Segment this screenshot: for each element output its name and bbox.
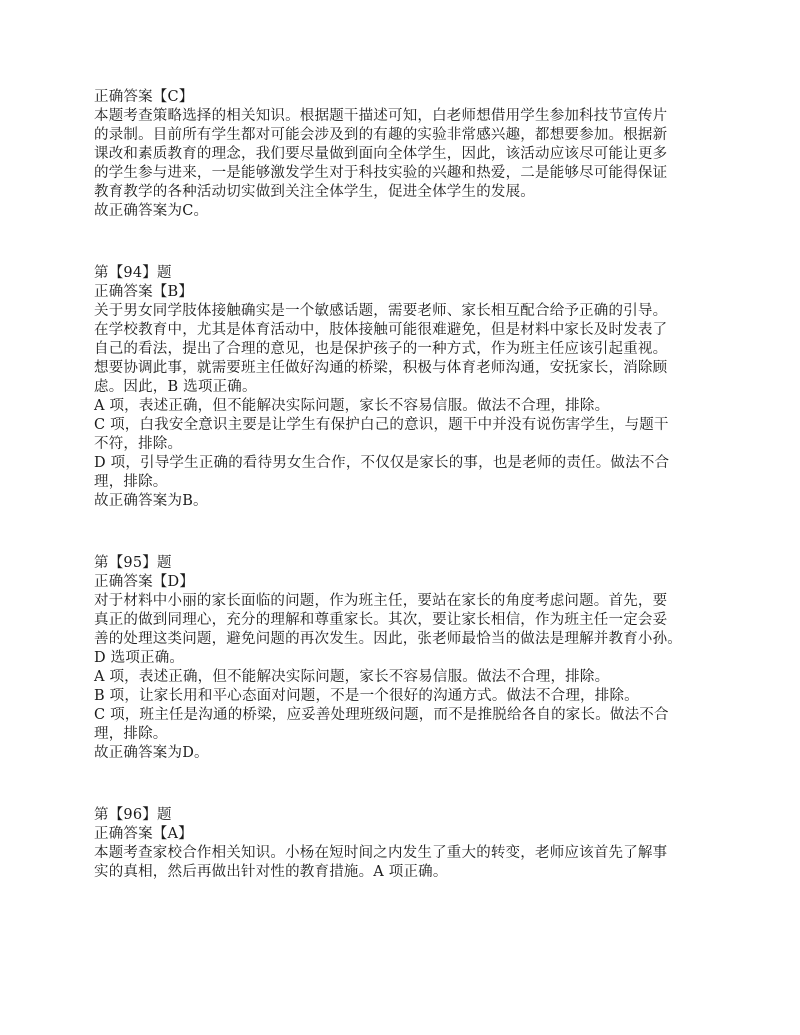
explanation-line: 自己的看法，提出了合理的意见，也是保护孩子的一种方式，作为班主任应该引起重视。: [94, 341, 668, 357]
explanation-line: 对于材料中小丽的家长面临的问题，作为班主任，要站在家长的角度考虑问题。首先，要: [94, 593, 668, 609]
option-analysis-line: 理，排除。: [94, 474, 168, 490]
explanation-line: 在学校教育中，尤其是体育活动中，肢体接触可能很难避免，但是材料中家长及时发表了: [94, 322, 668, 338]
answer-section: [94, 88, 714, 221]
conclusion-line: 故正确答案为B。: [94, 493, 208, 509]
question-heading: 第【94】题: [94, 265, 172, 281]
question-section-96: [94, 806, 714, 882]
explanation-line: 实的真相，然后再做出针对性的教育措施。A 项正确。: [94, 864, 448, 880]
explanation-line: 虑。因此，B 选项正确。: [94, 379, 257, 395]
explanation-line: 的学生参与进来，一是能够激发学生对于科技实验的兴趣和热爱，二是能够尽可能得保证: [94, 165, 668, 181]
option-analysis-line: C 项，班主任是沟通的桥梁，应妥善处理班级问题，而不是推脱给各自的家长。做法不合: [94, 707, 669, 723]
explanation-line: 本题考查策略选择的相关知识。根据题干描述可知，白老师想借用学生参加科技节宣传片: [94, 108, 668, 124]
explanation-line: 的录制。目前所有学生都对可能会涉及到的有趣的实验非常感兴趣，都想要参加。根据新: [94, 127, 668, 143]
explanation-line: 真正的做到同理心，充分的理解和尊重家长。其次，要让家长相信，作为班主任一定会妥: [94, 612, 668, 628]
option-analysis-line: C 项，白我安全意识主要是让学生有保护白己的意识，题干中并没有说伤害学生，与题干: [94, 417, 669, 433]
question-section-94: [94, 264, 714, 511]
answer-label: 正确答案【B】: [94, 284, 194, 300]
explanation-line: 关于男女同学肢体接触确实是一个敏感话题，需要老师、家长相互配合给予正确的引导。: [94, 303, 668, 319]
explanation-line: 想要协调此事，就需要班主任做好沟通的桥梁，积极与体育老师沟通，安抚家长，消除顾: [94, 360, 668, 376]
option-analysis-line: 理，排除。: [94, 726, 168, 742]
option-analysis-line: D 项，引导学生正确的看待男女生合作，不仅仅是家长的事，也是老师的责任。做法不合: [94, 455, 670, 471]
explanation-line: 本题考查家校合作相关知识。小杨在短时间之内发生了重大的转变，老师应该首先了解事: [94, 845, 668, 861]
explanation-line: 课改和素质教育的理念，我们要尽量做到面向全体学生，因此，该活动应该尽可能让更多: [94, 146, 668, 162]
question-heading: 第【95】题: [94, 555, 172, 571]
option-analysis-line: A 项，表述正确，但不能解决实际问题，家长不容易信服。做法不合理，排除。: [94, 669, 610, 685]
option-analysis-line: A 项，表述正确，但不能解决实际问题，家长不容易信服。做法不合理，排除。: [94, 398, 610, 414]
answer-label: 正确答案【A】: [94, 826, 193, 842]
answer-label: 正确答案【D】: [94, 574, 195, 590]
question-section-95: [94, 554, 714, 763]
answer-label: 正确答案【C】: [94, 89, 194, 105]
explanation-line: 善的处理这类问题，避免问题的再次发生。因此，张老师最恰当的做法是理解并教育小孙。: [94, 631, 682, 647]
explanation-line: 教育教学的各种活动切实做到关注全体学生，促进全体学生的发展。: [94, 184, 535, 200]
conclusion-line: 故正确答案为C。: [94, 203, 209, 219]
option-analysis-line: B 项，让家长用和平心态面对问题，不是一个很好的沟通方式。做法不合理，排除。: [94, 688, 639, 704]
option-analysis-line: 不符，排除。: [94, 436, 183, 452]
explanation-line: D 选项正确。: [94, 650, 185, 666]
question-heading: 第【96】题: [94, 807, 172, 823]
document-page: [94, 88, 714, 925]
conclusion-line: 故正确答案为D。: [94, 745, 209, 761]
